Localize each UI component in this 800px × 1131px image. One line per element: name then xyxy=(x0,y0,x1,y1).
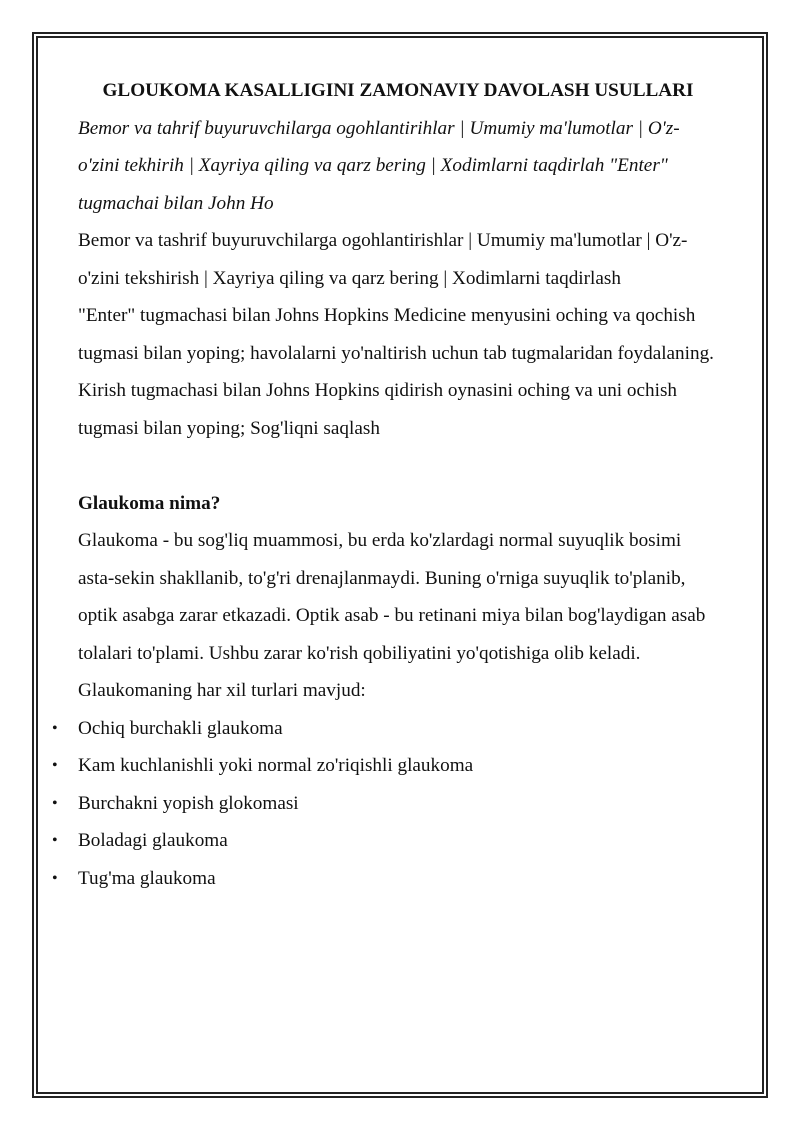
section-paragraph: Glaukoma - bu sog'liq muammosi, bu erda ko'zlardagi normal suyuqlik bosimi asta-sekin shakllanib, to'g'ri drenajlanmaydi. Buning o'rniga suyuqlik to'planib, optik asabga zarar etkazadi. Optik asab - bu retinani miya bilan bog'laydigan asab tolalari to'plami. Ushbu zarar ko'rish qobiliyatini yo'qotishiga olib keladi. xyxy=(78,530,706,664)
list-item-text: Tug'ma glaukoma xyxy=(78,867,216,889)
intro-paragraph-1: Bemor va tashrif buyuruvchilarga ogohlantirishlar | Umumiy ma'lumotlar | O'z-o'zini tekshirish | Xayriya qiling va qarz bering | Xodimlarni taqdirlash xyxy=(78,230,688,289)
bullet-icon: • xyxy=(52,832,58,849)
list-item xyxy=(52,747,718,785)
list-item xyxy=(52,785,718,823)
bullet-icon: • xyxy=(52,794,58,812)
list-item xyxy=(52,860,718,898)
section-heading: Glaukoma nima? xyxy=(78,492,221,514)
list-item xyxy=(52,822,718,860)
list-item-text: Ochiq burchakli glaukoma xyxy=(78,717,283,739)
bullet-icon: • xyxy=(52,869,58,887)
types-list xyxy=(52,710,718,898)
list-item-text: Boladagi glaukoma xyxy=(78,830,228,851)
list-item-text: Kam kuchlanishli yoki normal zo'riqishli glaukoma xyxy=(78,755,474,776)
types-intro: Glaukomaning har xil turlari mavjud: xyxy=(78,680,366,701)
italic-intro: Bemor va tahrif buyuruvchilarga ogohlantirihlar | Umumiy ma'lumotlar | O'z-o'zini tekhirih | Xayriya qiling va qarz bering | Xodimlarni taqdirlah "Enter" tugmachai bilan John Ho xyxy=(78,117,680,214)
list-item xyxy=(52,710,718,748)
document-body xyxy=(52,72,718,897)
bullet-icon: • xyxy=(52,719,58,737)
document-title: GLOUKOMA KASALLIGINI ZAMONAVIY DAVOLASH USULLARI xyxy=(102,80,694,101)
intro-paragraph-2: "Enter" tugmachasi bilan Johns Hopkins Medicine menyusini oching va qochish tugmasi bilan yoping; havolalarni yo'naltirish uchun tab tugmalaridan foydalaning. Kirish tugmachasi bilan Johns Hopkins qidirish oynasini oching va uni ochish tugmasi bilan yoping; Sog'liqni saqlash xyxy=(78,305,714,439)
blank-line xyxy=(78,447,718,485)
bullet-icon: • xyxy=(52,757,58,774)
list-item-text: Burchakni yopish glokomasi xyxy=(78,792,299,814)
